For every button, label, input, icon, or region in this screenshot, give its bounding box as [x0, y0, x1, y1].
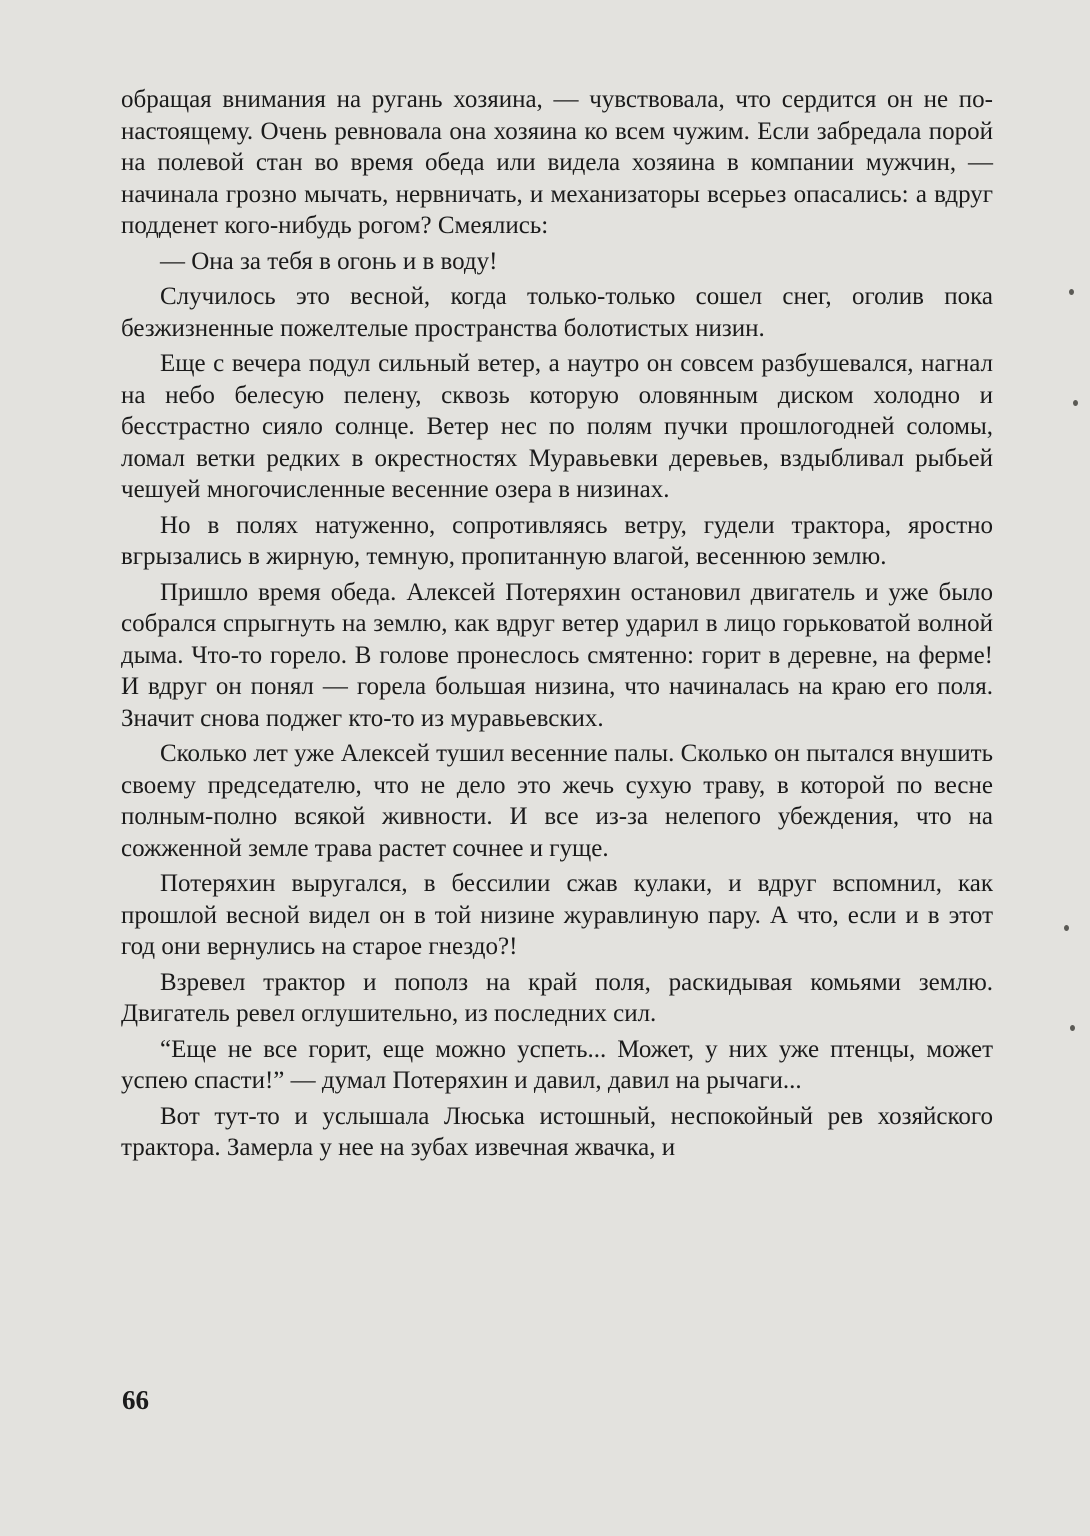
paragraph: Пришло время обеда. Алексей Потеряхин остановил двигатель и уже было собрался спрыгнуть на землю, как вдруг ветер ударил в лицо горьковатой волной дыма. Что-то горело. В голове пронеслось смятенно: горит в деревне, на ферме! И вдруг он понял — горела большая низина, что начиналась на краю его поля. Значит снова поджег кто-то из муравьевских. — [121, 578, 993, 732]
margin-speck — [1069, 289, 1074, 295]
margin-speck — [1073, 400, 1078, 406]
paragraph: обращая внимания на ругань хозяина, — чувствовала, что сердится он не по-настоящему. Очень ревновала она хозяина ко всем чужим. Если забредала порой на полевой стан во время обеда или видела хозяина в компании мужчин, — начинала грозно мычать, нервничать, и механизаторы всерьез опасались: а вдруг подденет кого-нибудь рогом? Смеялись: — [121, 86, 993, 239]
paragraph: Вот тут-то и услышала Люська истошный, неспокойный рев хозяйского трактора. Замерла у нее на зубах извечная жвачка, и — [121, 1102, 993, 1161]
paragraph: Сколько лет уже Алексей тушил весенние палы. Сколько он пытался внушить своему председателю, что не дело это жечь сухую траву, в которой по весне полным-полно всякой живности. И все из-за нелепого убеждения, что на сожженной земле трава растет сочнее и гуще. — [121, 740, 993, 862]
paragraph: Еще с вечера подул сильный ветер, а наутро он совсем разбушевался, нагнал на небо белесую пелену, сквозь которую оловянным диском холодно и бесстрастно сияло солнце. Ветер нес по полям пучки прошлогодней соломы, ломал ветки редких в окрестностях Муравьевки деревьев, вздыбливал рыбьей чешуей многочисленные весенние озера в низинах. — [121, 350, 993, 503]
body-text — [121, 84, 993, 1164]
paragraph: Взревел трактор и пополз на край поля, раскидывая комьями землю. Двигатель ревел оглушительно, из последних сил. — [121, 968, 993, 1027]
paragraph: Потеряхин выругался, в бессилии сжав кулаки, и вдруг вспомнил, как прошлой весной видел он в той низине журавлиную пару. А что, если и в этот год они вернулись на старое гнездо?! — [121, 870, 993, 960]
paragraph: “Еще не все горит, еще можно успеть... Может, у них уже птенцы, может успею спасти!” — думал Потеряхин и давил, давил на рычаги... — [121, 1035, 993, 1094]
margin-speck — [1064, 925, 1069, 931]
paragraph: Но в полях натуженно, сопротивляясь ветру, гудели трактора, яростно вгрызались в жирную, темную, пропитанную влагой, весеннюю землю. — [121, 511, 993, 570]
page-number: 66 — [122, 1385, 149, 1415]
paragraph: Случилось это весной, когда только-только сошел снег, оголив пока безжизненные пожелтелые пространства болотистых низин. — [121, 283, 993, 342]
paragraph: — Она за тебя в огонь и в воду! — [160, 247, 498, 275]
margin-speck — [1070, 1025, 1075, 1031]
